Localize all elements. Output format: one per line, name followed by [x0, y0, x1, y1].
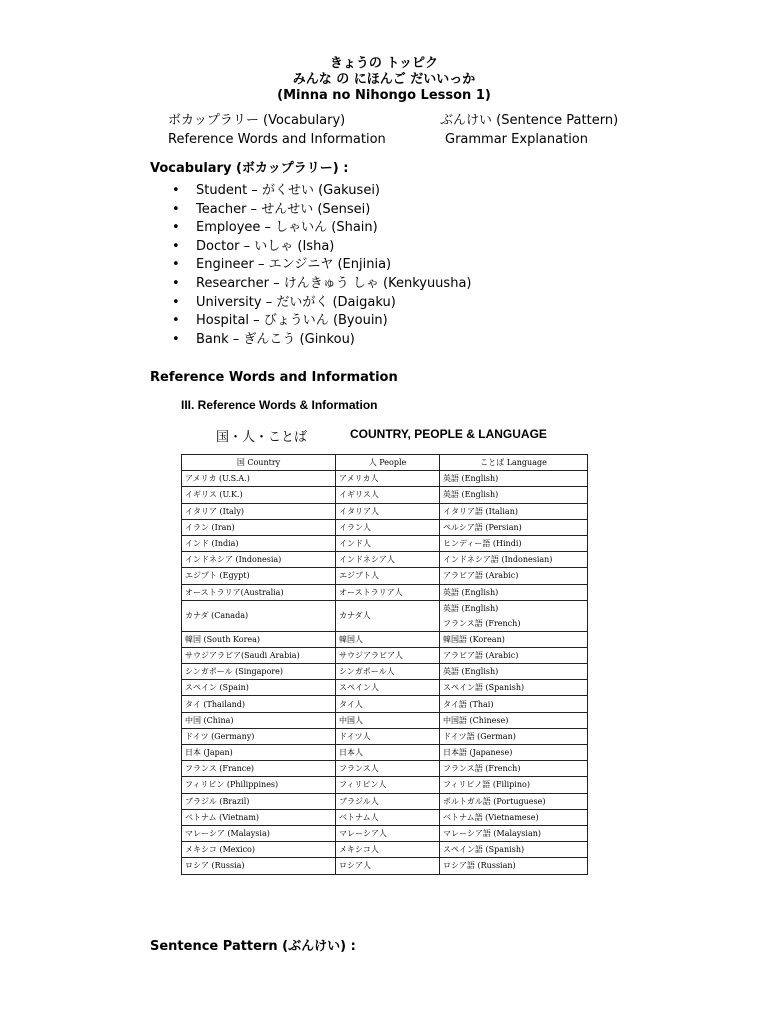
table-row	[182, 842, 588, 858]
people-cell: イタリア人	[336, 503, 440, 519]
table-row	[182, 793, 588, 809]
people-cell: アメリカ人	[336, 471, 440, 487]
language-cell	[440, 745, 588, 761]
list-item: • Bank – ぎんこう (Ginkou)	[150, 331, 471, 350]
language-entry: マレーシア語 (Malaysian)	[443, 829, 542, 839]
table-row	[182, 664, 588, 680]
language-entry: ペルシア語 (Persian)	[443, 522, 522, 532]
language-entry: 英語 (English)	[443, 474, 499, 484]
scan-subtitle-japanese: 国・人・ことば	[216, 430, 308, 445]
language-entry: フランス語 (French)	[443, 618, 521, 628]
country-cell: ベトナム (Vietnam)	[182, 809, 336, 825]
country-cell: イラン (Iran)	[182, 519, 336, 535]
people-cell: インド人	[336, 535, 440, 551]
language-entry: 英語 (English)	[443, 603, 499, 613]
language-cell	[440, 552, 588, 568]
country-cell: ブラジル (Brazil)	[182, 793, 336, 809]
language-cell	[440, 584, 588, 600]
language-entry: スペイン語 (Spanish)	[443, 845, 525, 855]
language-entry: ロシア語 (Russian)	[443, 861, 516, 871]
people-cell: メキシコ人	[336, 842, 440, 858]
language-cell	[440, 809, 588, 825]
people-cell: フランス人	[336, 761, 440, 777]
people-cell: 中国人	[336, 712, 440, 728]
people-cell: スペイン人	[336, 680, 440, 696]
language-entry: フィリピノ語 (Filipino)	[443, 780, 530, 790]
country-cell: ドイツ (Germany)	[182, 728, 336, 744]
language-entry: イタリア語 (Italian)	[443, 506, 518, 516]
column-header-people: 人 People	[336, 455, 440, 471]
country-cell: ロシア (Russia)	[182, 858, 336, 874]
country-cell: タイ (Thailand)	[182, 696, 336, 712]
people-cell: オーストラリア人	[336, 584, 440, 600]
topics-left	[168, 111, 386, 149]
language-entry: 英語 (English)	[443, 587, 499, 597]
country-cell: メキシコ (Mexico)	[182, 842, 336, 858]
language-cell	[440, 793, 588, 809]
table-row	[182, 745, 588, 761]
table-row	[182, 809, 588, 825]
table-row	[182, 600, 588, 631]
table-header-row	[182, 455, 588, 471]
language-entry: 韓国語 (Korean)	[443, 634, 505, 644]
country-cell: インドネシア (Indonesia)	[182, 552, 336, 568]
language-cell	[440, 728, 588, 744]
topic-grammar: Grammar Explanation	[445, 132, 588, 147]
language-cell	[440, 696, 588, 712]
country-cell: フィリピン (Philippines)	[182, 777, 336, 793]
list-item: • Hospital – びょういん (Byouin)	[150, 312, 471, 331]
table-row	[182, 858, 588, 874]
language-cell	[440, 471, 588, 487]
list-item: • Researcher – けんきゅう しゃ (Kenkyuusha)	[150, 275, 471, 294]
country-cell: 日本 (Japan)	[182, 745, 336, 761]
table-row	[182, 647, 588, 663]
language-entry: アラビア語 (Arabic)	[443, 571, 519, 581]
table-row	[182, 519, 588, 535]
list-item: • Student – がくせい (Gakusei)	[150, 182, 471, 201]
people-cell: タイ人	[336, 696, 440, 712]
table-row	[182, 761, 588, 777]
table-row	[182, 696, 588, 712]
language-entry: ポルトガル語 (Portuguese)	[443, 796, 546, 806]
language-cell	[440, 712, 588, 728]
list-item: • Engineer – エンジニヤ (Enjinia)	[150, 256, 471, 275]
table-row	[182, 568, 588, 584]
language-cell	[440, 487, 588, 503]
header-line-2: みんな の にほんご だいいっか	[292, 72, 476, 87]
country-cell: カナダ (Canada)	[182, 600, 336, 631]
header-line-3: (Minna no Nihongo Lesson 1)	[277, 88, 491, 103]
people-cell: ドイツ人	[336, 728, 440, 744]
language-cell	[440, 842, 588, 858]
country-cell: 韓国 (South Korea)	[182, 631, 336, 647]
table-row	[182, 680, 588, 696]
table-row	[182, 631, 588, 647]
people-cell: 日本人	[336, 745, 440, 761]
header-line-1: きょうの トッピク	[329, 56, 439, 71]
language-entry: ヒンディー語 (Hindi)	[443, 539, 522, 549]
language-cell	[440, 535, 588, 551]
people-cell: イラン人	[336, 519, 440, 535]
people-cell: カナダ人	[336, 600, 440, 631]
sentence-pattern-heading: Sentence Pattern (ぶんけい) :	[150, 939, 356, 954]
people-cell: ブラジル人	[336, 793, 440, 809]
country-cell: エジプト (Egypt)	[182, 568, 336, 584]
country-cell: フランス (France)	[182, 761, 336, 777]
language-entry: 中国語 (Chinese)	[443, 715, 509, 725]
vocabulary-list	[150, 182, 471, 349]
language-cell	[440, 680, 588, 696]
column-header-country: 国 Country	[182, 455, 336, 471]
table-row	[182, 825, 588, 841]
language-entry: 英語 (English)	[443, 490, 499, 500]
topic-sentence-pattern: ぶんけい (Sentence Pattern)	[440, 113, 619, 128]
language-cell	[440, 631, 588, 647]
topics-right	[440, 111, 618, 149]
country-cell: 中国 (China)	[182, 712, 336, 728]
reference-heading: Reference Words and Information	[150, 370, 398, 385]
country-cell: サウジアラビア(Saudi Arabia)	[182, 647, 336, 663]
language-cell	[440, 600, 588, 631]
language-entry: タイ語 (Thai)	[443, 699, 494, 709]
language-cell	[440, 777, 588, 793]
list-item: • Teacher – せんせい (Sensei)	[150, 201, 471, 220]
language-cell	[440, 825, 588, 841]
language-cell	[440, 647, 588, 663]
people-cell: サウジアラビア人	[336, 647, 440, 663]
list-item: • Doctor – いしゃ (Isha)	[150, 238, 471, 257]
people-cell: シンガポール人	[336, 664, 440, 680]
topic-vocabulary: ボカップラリー (Vocabulary)	[168, 113, 346, 128]
country-people-language-table	[181, 454, 588, 875]
country-cell: マレーシア (Malaysia)	[182, 825, 336, 841]
language-cell	[440, 664, 588, 680]
vocabulary-heading: Vocabulary (ボカップラリー) :	[150, 161, 349, 176]
language-cell	[440, 568, 588, 584]
people-cell: イギリス人	[336, 487, 440, 503]
list-item: • University – だいがく (Daigaku)	[150, 294, 471, 313]
language-entry: 日本語 (Japanese)	[443, 748, 513, 758]
country-cell: スペイン (Spain)	[182, 680, 336, 696]
topic-reference: Reference Words and Information	[168, 132, 386, 147]
language-cell	[440, 761, 588, 777]
reference-scan-image	[178, 390, 592, 884]
people-cell: 韓国人	[336, 631, 440, 647]
table-row	[182, 777, 588, 793]
language-cell	[440, 519, 588, 535]
people-cell: インドネシア人	[336, 552, 440, 568]
country-cell: イタリア (Italy)	[182, 503, 336, 519]
table-row	[182, 712, 588, 728]
table-row	[182, 552, 588, 568]
people-cell: フィリピン人	[336, 777, 440, 793]
language-entry: 英語 (English)	[443, 667, 499, 677]
language-cell	[440, 503, 588, 519]
table-row	[182, 503, 588, 519]
people-cell: ロシア人	[336, 858, 440, 874]
language-entry: ドイツ語 (German)	[443, 731, 516, 741]
scan-subtitle-english: COUNTRY, PEOPLE & LANGUAGE	[350, 427, 547, 441]
language-entry: ベトナム語 (Vietnamese)	[443, 812, 539, 822]
country-cell: イギリス (U.K.)	[182, 487, 336, 503]
language-entry: フランス語 (French)	[443, 764, 521, 774]
language-cell	[440, 858, 588, 874]
country-cell: シンガポール (Singapore)	[182, 664, 336, 680]
country-cell: アメリカ (U.S.A.)	[182, 471, 336, 487]
language-entry: インドネシア語 (Indonesian)	[443, 555, 553, 565]
table-row	[182, 535, 588, 551]
column-header-language: ことば Language	[440, 455, 588, 471]
table-row	[182, 487, 588, 503]
table-row	[182, 471, 588, 487]
people-cell: マレーシア人	[336, 825, 440, 841]
language-entry: アラビア語 (Arabic)	[443, 650, 519, 660]
list-item: • Employee – しゃいん (Shain)	[150, 219, 471, 238]
table-row	[182, 728, 588, 744]
table-row	[182, 584, 588, 600]
country-cell: オーストラリア(Australia)	[182, 584, 336, 600]
country-cell: インド (India)	[182, 535, 336, 551]
people-cell: ベトナム人	[336, 809, 440, 825]
scan-title: III. Reference Words & Information	[181, 398, 378, 412]
people-cell: エジプト人	[336, 568, 440, 584]
language-entry: スペイン語 (Spanish)	[443, 683, 525, 693]
